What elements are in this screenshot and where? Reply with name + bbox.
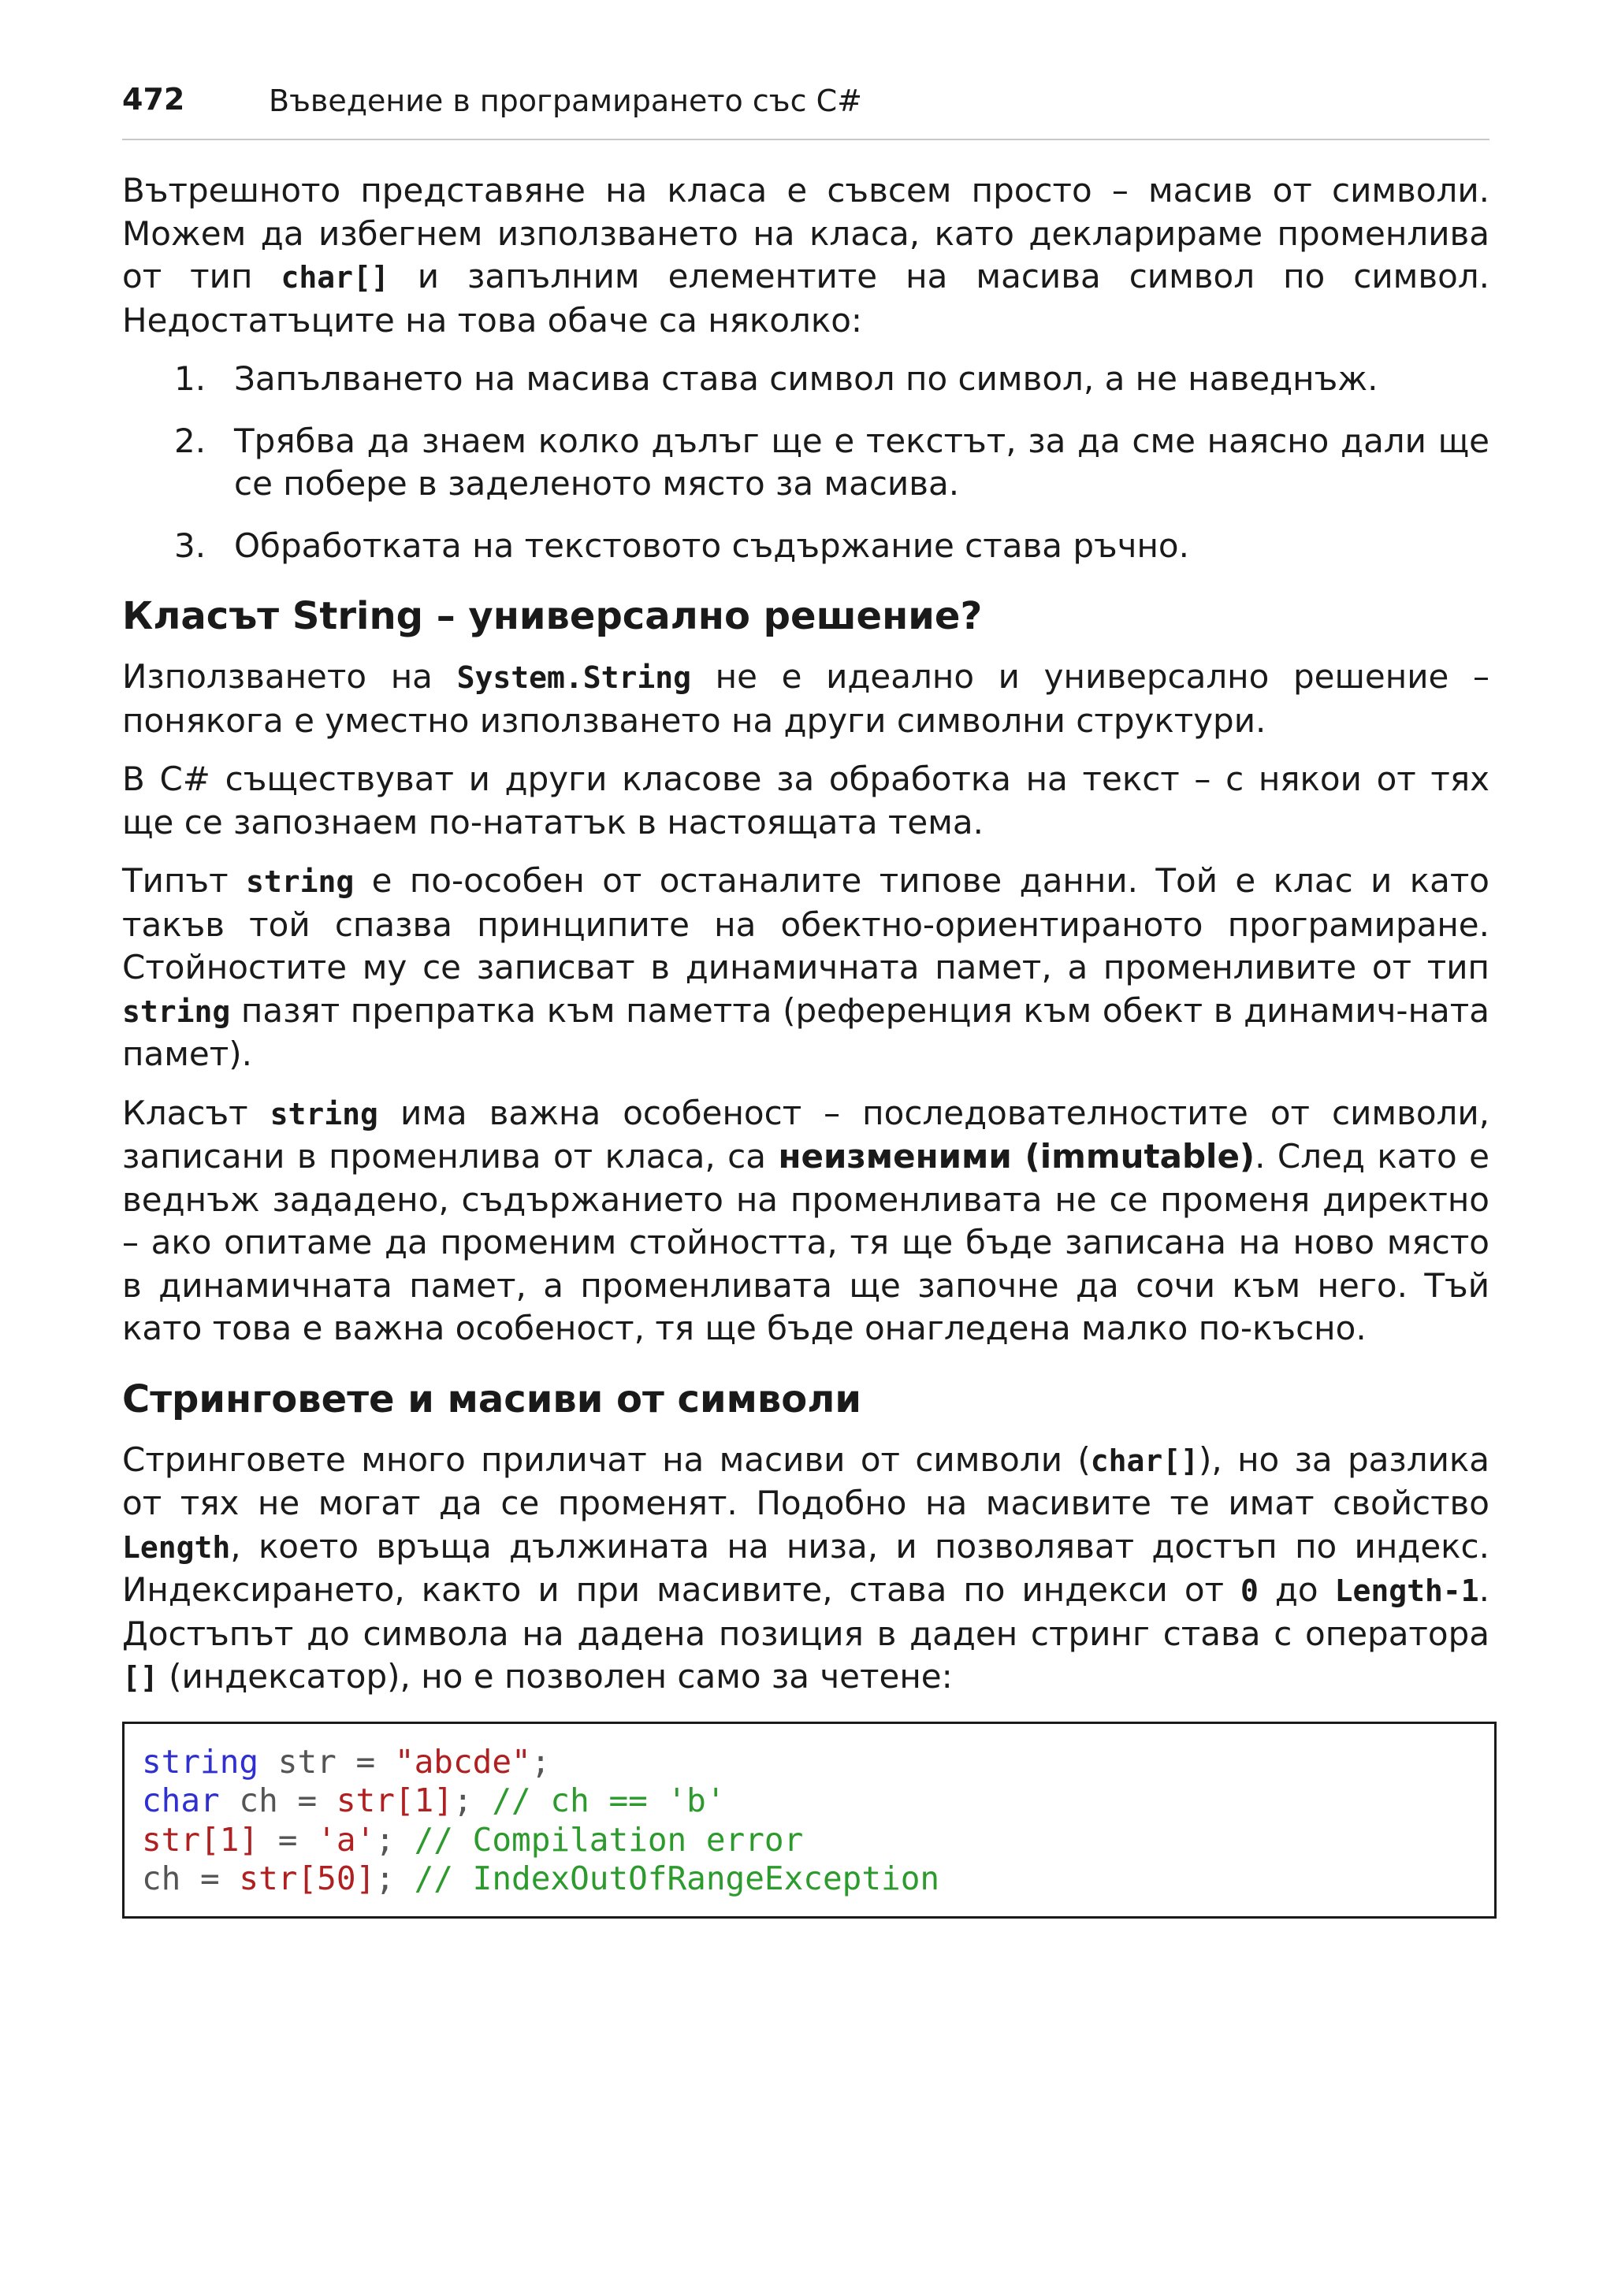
code-line: char ch = str[1]; // ch == 'b' [142,1781,726,1819]
list-item: 2. Трябва да знаем колко дълъг ще е текстът, за да сме наясно дали ще се побере в заделеното място за масива. [174,421,1489,503]
paragraph: Класът string има важна особеност – последователностите от символи, записани в променлива от класа, са неизменими (immutable). След като е веднъж зададено, съдържанието на променливата не се променя директно – ако опитаме да променим стойността, тя ще бъде записана на ново място в динамичната памет, а променливата ще започне да сочи към него. Тъй като това е важна особеност, тя ще бъде онагледена малко по-късно. [122,1093,1490,1347]
bold-term: неизменими (immutable) [778,1137,1255,1176]
code-line: string str = "abcde"; [142,1742,551,1781]
page-header [122,82,1489,140]
paragraph: Стринговете много приличат на масиви от символи (char[]), но за разлика от тях не могат да се променят. Подобно на масивите те имат свойство Length, което връща дължината на низа, и позволяват достъп по индекс. Индексирането, както и при масивите, става по индекси от 0 до Length-1. Достъпът до символа на дадена позиция в даден стринг става с оператора [] (индексатор), но е позволен само за четене: [122,1440,1489,1696]
section-heading: Стринговете и масиви от символи [122,1376,862,1421]
inline-code: string [270,1096,378,1131]
inline-code: string [245,864,355,899]
inline-code: Length [122,1529,231,1565]
section-heading: Класът String – универсално решение? [122,594,983,638]
code-line: str[1] = 'a'; // Compilation error [142,1820,804,1859]
list-item: 3. Обработката на текстовото съдържание става ръчно. [174,526,1189,565]
inline-code: 0 [1240,1573,1259,1608]
paragraph: В C# съществуват и други класове за обработка на текст – с някои от тях ще се запознаем по-нататък в настоящата тема. [122,760,1489,841]
disadvantages-list [122,358,1489,567]
paragraph: Използването на System.String не е идеално и универсално решение – понякога е уместно използването на други символни структури. [122,657,1489,740]
list-item: 1. Запълването на масива става символ по символ, а не наведнъж. [174,359,1378,398]
inline-code: char[] [281,260,389,295]
inline-code: char[] [1090,1443,1199,1478]
page-body [122,169,1489,1919]
inline-code: string [122,994,231,1029]
running-title: Въведение в програмирането със C# [269,84,862,118]
inline-code: [] [122,1660,158,1695]
code-block [122,1722,1497,1919]
paragraph: Типът string е по-особен от останалите типове данни. Той е клас и като такъв той спазва принципите на обектно-ориентираното програмиране. Стойностите му се записват в динамичната памет, а променливите от тип string пазят препратка към паметта (референция към обект в динамич-ната памет). [122,861,1489,1073]
code-line: ch = str[50]; // IndexOutOfRangeException [142,1859,940,1897]
intro-paragraph: Вътрешното представяне на класа е съвсем просто – масив от символи. Можем да избегнем използването на класа, като декларираме променлива от тип char[] и запълним елементите на масива символ по символ. Недостатъците на това обаче са няколко: [122,171,1489,340]
inline-code: Length-1 [1334,1573,1479,1608]
inline-code: System.String [456,660,691,695]
page-number: 472 [122,82,185,117]
